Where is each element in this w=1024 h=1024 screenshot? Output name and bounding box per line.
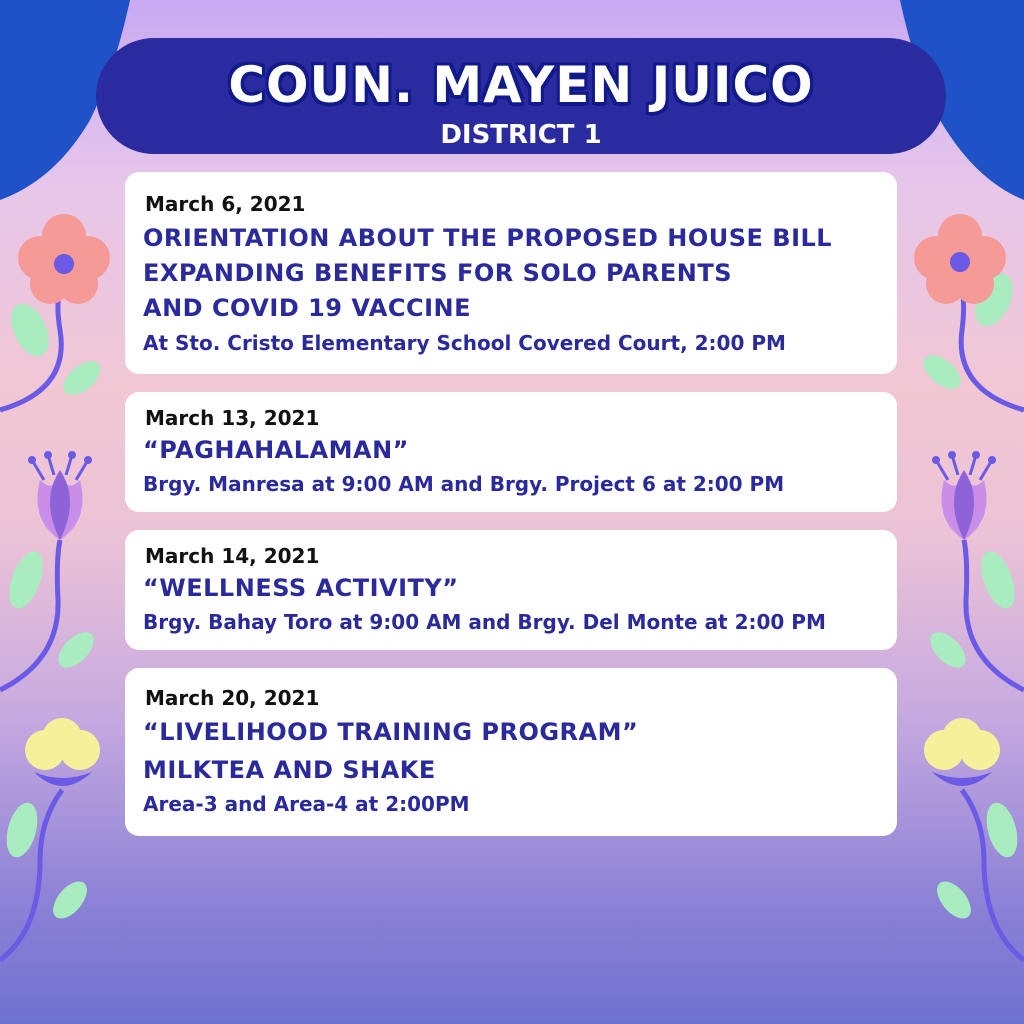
event-title: ORIENTATION ABOUT THE PROPOSED HOUSE BILL: [143, 224, 833, 252]
event-date: March 13, 2021: [145, 406, 320, 430]
purple-flower-icon: [0, 451, 100, 690]
event-details: Area-3 and Area-4 at 2:00PM: [143, 792, 470, 816]
event-date: March 14, 2021: [145, 544, 320, 568]
event-details: Brgy. Bahay Toro at 9:00 AM and Brgy. Del Monte at 2:00 PM: [143, 610, 826, 634]
event-title: “PAGHAHALAMAN”: [143, 436, 409, 464]
event-date: March 6, 2021: [145, 192, 306, 216]
district-subtitle: DISTRICT 1: [440, 120, 602, 150]
event-card: [125, 668, 897, 836]
event-title: MILKTEA AND SHAKE: [143, 756, 436, 784]
event-card: [125, 392, 897, 512]
header-banner: [96, 38, 946, 154]
event-date: March 20, 2021: [145, 686, 320, 710]
event-title: AND COVID 19 VACCINE: [143, 294, 471, 322]
event-details: Brgy. Manresa at 9:00 AM and Brgy. Project 6 at 2:00 PM: [143, 472, 785, 496]
page-title: COUN. MAYEN JUICO: [228, 56, 814, 114]
event-title: “WELLNESS ACTIVITY”: [143, 574, 459, 602]
yellow-flower-icon: [0, 718, 100, 960]
event-card: [125, 172, 897, 374]
event-details: At Sto. Cristo Elementary School Covered Court, 2:00 PM: [143, 331, 786, 355]
yellow-flower-icon: [924, 718, 1024, 960]
purple-flower-icon: [924, 451, 1024, 690]
event-title: EXPANDING BENEFITS FOR SOLO PARENTS: [143, 259, 733, 287]
event-card: [125, 530, 897, 650]
pink-flower-icon: [0, 214, 110, 410]
pink-flower-icon: [914, 214, 1024, 410]
event-title: “LIVELIHOOD TRAINING PROGRAM”: [143, 718, 639, 746]
